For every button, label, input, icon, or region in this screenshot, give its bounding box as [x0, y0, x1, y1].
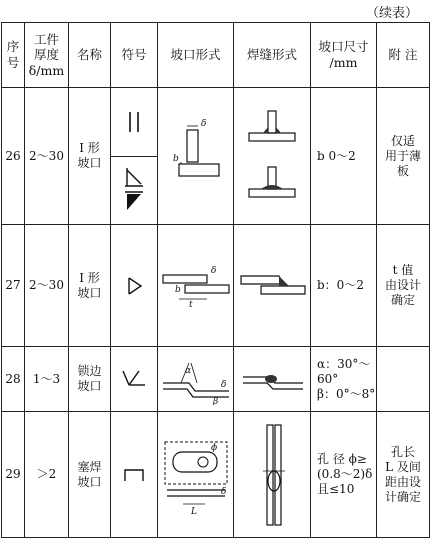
header-symbol: 符号 [111, 23, 158, 88]
weld-groove-table [1, 22, 430, 538]
phi-label: ϕ [210, 442, 217, 453]
row-weld-diagram [234, 225, 311, 347]
row-name: 塞焊 坡口 [69, 412, 111, 538]
row-symbol [111, 347, 158, 412]
plug-weld-groove-diagram [159, 430, 233, 520]
row-remark [377, 347, 430, 412]
row-name: 锁边 坡口 [69, 347, 111, 412]
row-symbol [111, 412, 158, 538]
row-remark: 仅适 用于薄 板 [377, 88, 430, 225]
header-thickness: 工件 厚度 δ/mm [25, 23, 69, 88]
lap-groove-diagram [159, 261, 233, 311]
table-row [2, 225, 430, 347]
delta-label: δ [210, 265, 216, 276]
b-label: b [172, 154, 179, 164]
row-groove-size: α：30°～60° β：0°～8° [311, 347, 377, 412]
row-groove-diagram [158, 347, 234, 412]
header-row [2, 23, 430, 88]
row-groove-size: b：0～2 [311, 225, 377, 347]
header-groove-size: 坡口尺寸 /mm [311, 23, 377, 88]
continued-label: （续表） [365, 6, 418, 21]
plug-weld-symbol-icon [119, 465, 149, 485]
row-symbol [111, 225, 158, 347]
row-name: I 形 坡口 [69, 225, 111, 347]
alpha-label: α [184, 366, 191, 376]
i-groove-symbol-icon [119, 107, 149, 137]
table-row [2, 412, 430, 538]
lock-seam-symbol-icon [117, 367, 151, 391]
header-no: 序号 [2, 23, 25, 88]
fillet-symbol-icon [117, 162, 151, 218]
row-thickness: 1～3 [25, 347, 69, 412]
b-label: b [174, 284, 181, 295]
row-no: 29 [2, 412, 25, 538]
t-label: t [188, 299, 193, 310]
row-no: 28 [2, 347, 25, 412]
beta-label: β [212, 397, 218, 405]
row-no: 27 [2, 225, 25, 347]
row-no: 26 [2, 88, 25, 225]
row-name: I 形 坡口 [69, 88, 111, 225]
header-remark: 附 注 [377, 23, 430, 88]
row-weld-diagram [234, 88, 311, 225]
lock-edge-weld-diagram [235, 359, 309, 399]
header-groove-form: 坡口形式 [158, 23, 234, 88]
table-row [2, 88, 430, 225]
row-groove-diagram [158, 225, 234, 347]
row-thickness: 2～30 [25, 225, 69, 347]
row-weld-diagram [234, 347, 311, 412]
lap-weld-diagram [235, 266, 309, 306]
row-groove-diagram [158, 412, 234, 538]
flag-symbol-icon [119, 274, 149, 298]
table-row [2, 347, 430, 412]
row-groove-size: b 0～2 [311, 88, 377, 225]
row-thickness: ＞2 [25, 412, 69, 538]
plug-weld-diagram [235, 419, 309, 531]
tjoint-weld-diagram [235, 101, 309, 211]
l-label: L [190, 506, 197, 517]
row-groove-size: 孔 径 ϕ≥ (0.8～2)δ 且≤10 [311, 412, 377, 538]
row-remark: t 值 由设计 确定 [377, 225, 430, 347]
header-name: 名称 [69, 23, 111, 88]
row-groove-diagram [158, 88, 234, 225]
row-symbol [111, 88, 158, 225]
row-remark: 孔长 L 及间 距由设 计确定 [377, 412, 430, 538]
i-groove-tjoint-diagram [159, 116, 233, 196]
row-weld-diagram [234, 412, 311, 538]
lock-edge-groove-diagram [159, 353, 233, 405]
row-thickness: 2～30 [25, 88, 69, 225]
header-weld-form: 焊缝形式 [234, 23, 311, 88]
delta-label: δ [220, 380, 226, 390]
delta-label: δ [200, 119, 206, 129]
delta-label: δ [220, 486, 226, 497]
